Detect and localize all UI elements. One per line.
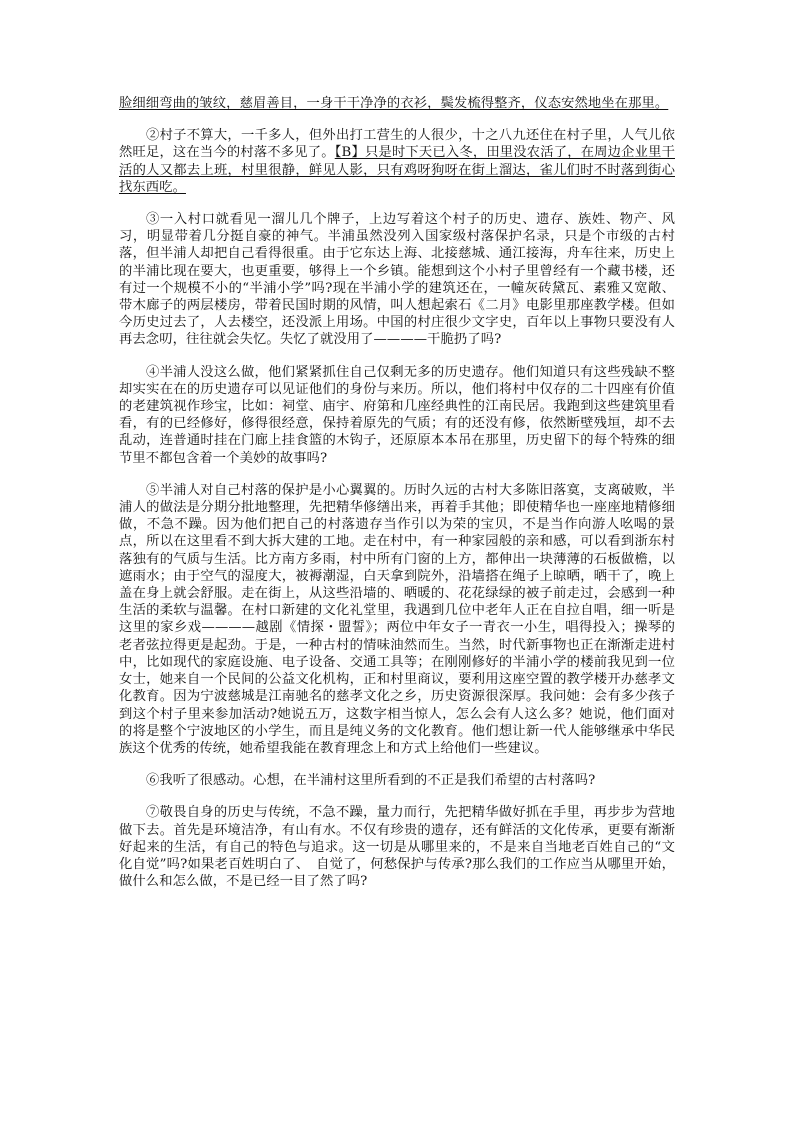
paragraph-5: ⑤半浦人对自己村落的保护是小心翼翼的。历时久远的古村大多陈旧落寞，支离破败，半浦人的做法是分期分批地整理，先把精华修缮出来，再着手其他；即使精华也一座座地精修细做，不急不躁。因为他们把自己的村落遗存当作引以为荣的宝贝，不是当作向游人吆喝的景点，所以在这里看不到大拆大建的工地。走在村中，有一种家园般的亲和感，可以看到浙东村落独有的气质与生活。比方南方多雨，村中所有门窗的上方，都伸出一块薄薄的石板做檐，以遮雨水；由于空气的湿度大，被褥潮湿，白天拿到院外，沿墙搭在绳子上晾晒，晒干了，晚上盖在身上就会舒服。走在街上，从这些沿墙的、晒暖的、花花绿绿的被子前走过，会感到一种生活的柔软与温馨。在村口新建的文化礼堂里，我遇到几位中老年人正在自拉自唱，细一听是这里的家乡戏————越剧《情探・盟誓》；两位中年女子一青衣一小生，唱得投入；操琴的老者弦拉得更是起劲。于是，一种古村的情味油然而生。当然，时代新事物也正在渐渐走进村中，比如现代的家庭设施、电子设备、交通工具等；在刚刚修好的半浦小学的楼前我见到一位女士，她来自一个民间的公益文化机构，正和村里商议，要利用这座空置的教学楼开办慈孝文化教育。因为宁波慈城是江南驰名的慈孝文化之乡，历史资源很深厚。我问她：会有多少孩子到这个村子里来参加活动?她说五万，这数字相当惊人，怎么会有人这么多？她说，他们面对的将是整个宁波地区的小学生，而且是纯义务的文化教育。他们想让新一代人能够继承中华民族这个优秀的传统，她希望我能在教育理念上和方式上给他们一些建议。 xyxy=(119,482,675,756)
paragraph-3: ③一入村口就看见一溜儿几个牌子，上边写着这个村子的历史、遗存、族姓、物产、风习，明显带着几分挺自豪的神气。半浦虽然没列入国家级村落保护名录，只是个市级的古村落，但半浦人却把自己看得很重。由于它东达上海、北接慈城、通江接海，舟车往来，历史上的半浦比现在要大，也更重要，够得上一个乡镇。能想到这个小村子里曾经有一个藏书楼，还有过一个规模不小的“半浦小学”吗?现在半浦小学的建筑还在，一幢灰砖黛瓦、素雅又宽敞、带木廊子的两层楼房，带着民国时期的风情，叫人想起索石《二月》电影里那座教学楼。但如今历史过去了，人去楼空，还没派上用场。中国的村庄很少文字史，百年以上事物只要没有人再去念叨，往往就会失忆。失忆了就没用了————干脆扔了吗? xyxy=(119,212,675,348)
article-body xyxy=(119,95,675,905)
paragraph-1-continuation xyxy=(119,95,675,112)
paragraph-2 xyxy=(119,127,675,196)
underlined-sentence: 脸细细弯曲的皱纹，慈眉善目，一身干干净净的衣衫，鬓发梳得整齐，仪态安然地坐在那里。 xyxy=(119,96,669,111)
paragraph-7: ⑦敬畏自身的历史与传统，不急不躁，量力而行，先把精华做好抓在手里，再步步为营地做下去。首先是环境洁净，有山有水。不仅有珍贵的遗存，还有鲜活的文化传承，更要有渐渐好起来的生活，有自己的特色与追求。这一切是从哪里来的，不是来自当地老百姓自己的“文化自觉”吗?如果老百姓明白了、 自觉了，何愁保护与传承?那么我们的工作应当从哪里开始，做什么和怎么做，不是已经一目了然了吗? xyxy=(119,805,675,890)
paragraph-2-text: ②村子不算大，一千多人，但外出打工营生的人很少，十之八九还住在村子里，人气儿依然旺足，这在当今的村落不多见了。 xyxy=(119,128,675,161)
paragraph-6: ⑥我听了很感动。心想，在半浦村这里所看到的不正是我们希望的古村落吗? xyxy=(146,773,596,789)
underlined-passage-b: 【B】只是时下天已入冬，田里没农活了，在周边企业里干活的人又都去上班，村里很静，鲜见人影，只有鸡呀狗呀在街上溜达，雀儿们时不时落到街心找东西吃。 xyxy=(119,145,675,195)
paragraph-4: ④半浦人没这么做，他们紧紧抓住自己仅剩无多的历史遗存。他们知道只有这些残缺不整却实实在在的历史遗存可以见证他们的身份与来历。所以，他们将村中仅存的二十四座有价值的老建筑视作珍宝，比如：祠堂、庙宇、府第和几座经典性的江南民居。我跑到这些建筑里看看，有的已经修好，修得很经意，保持着原先的气质；有的还没有修，依然断壁残垣，却不去乱动，连普通时挂在门廊上挂食篮的木钩子，还原原本本吊在那里，历史留下的每个特殊的细节里不都包含着一个美妙的故事吗? xyxy=(119,364,675,466)
